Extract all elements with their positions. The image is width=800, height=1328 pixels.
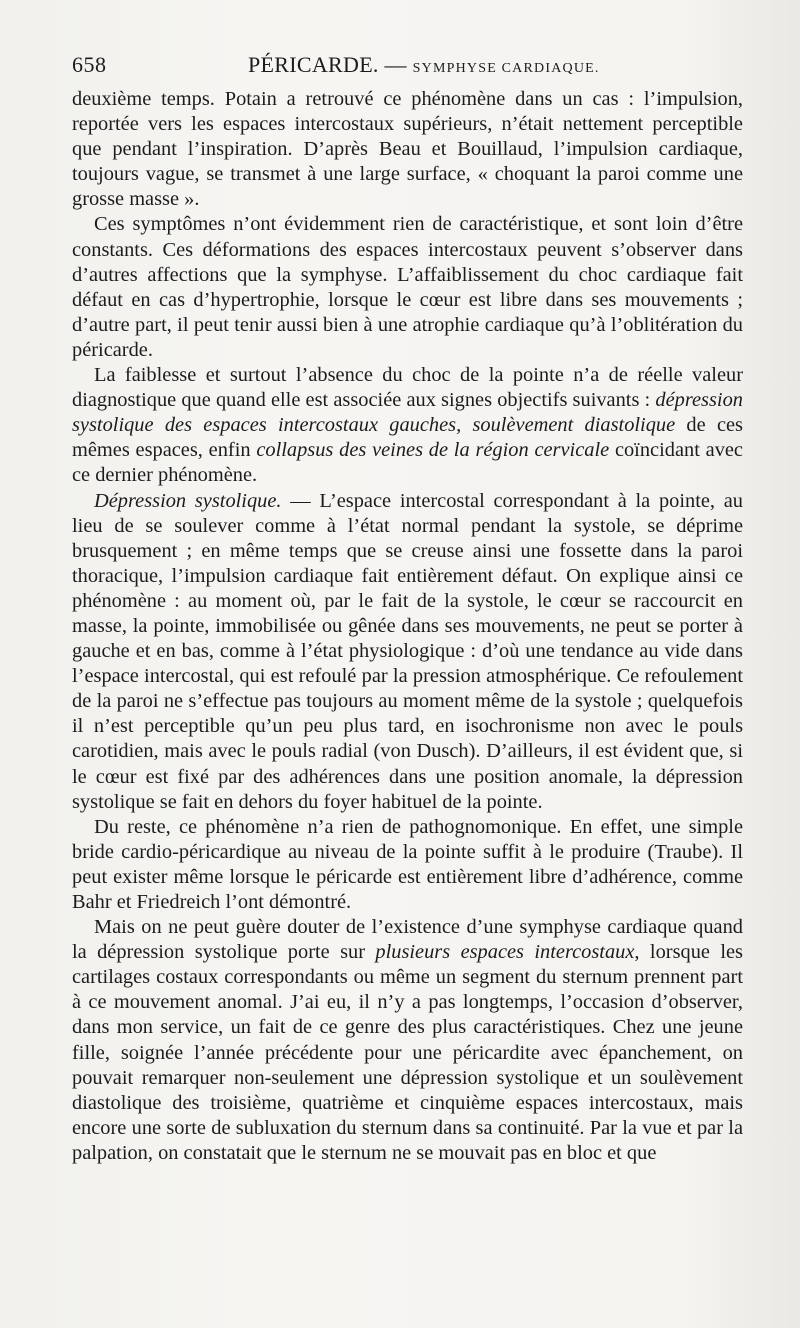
running-title-sub: SYMPHYSE CARDIAQUE. [412,61,600,76]
text-run: coïncidant avec ce dernier phénomène. [72,439,743,487]
paragraph [72,212,743,363]
paragraph [72,915,743,1166]
text-run: Du reste, ce phénomène n’a rien de pathognomonique. En effet, une simple bride cardio-péricardique au niveau de la pointe suffit à le produire (Traube). Il peut exister même lorsque le péricarde est entièrement libre d’adhérence, comme Bahr et Friedreich l’ont démontré. [72,815,743,913]
page-number: 658 [72,52,107,77]
text-run: Ces symptômes n’ont évidemment rien de caractéristique, et sont loin d’être constants. Ces déformations des espaces intercostaux peuvent s’observer dans d’autres affections que la symphyse. L’affaiblissement du choc cardiaque fait défaut en cas d’hypertrophie, lorsque le cœur est libre dans ses mouvements ; d’autre part, il peut tenir aussi bien à une atrophie cardiaque qu’à l’oblitération du péricarde. [72,213,743,361]
text-run: , lorsque les cartilages costaux correspondants ou même un segment du sternum prennent part à ce mouvement anomal. J’ai eu, il n’y a pas longtemps, l’occasion d’observer, dans mon service, un fait de ce genre des plus caractéristiques. Chez une jeune fille, soignée l’année précédente pour une péricardite avec épanchement, on pouvait remarquer non-seulement une dépression systolique et un soulèvement diastolique des troisième, quatrième et cinquième espaces intercostaux, mais encore une sorte de subluxation du sternum dans sa continuité. Par la vue et par la palpation, on constatait que le sternum ne se mouvait pas en bloc et que [72,941,743,1164]
italic-text: dépression systolique des espaces intercostaux gauches, soulèvement diastolique [72,389,743,437]
running-title-main: PÉRICARDE. — [248,52,407,77]
italic-text: Dépression systolique. [94,489,282,512]
paragraph [72,815,743,915]
italic-text: plusieurs espaces intercostaux [375,941,635,964]
text-run: — L’espace intercostal correspondant à la pointe, au lieu de se soulever comme à l’état normal pendant la systole, se déprime brusquement ; en même temps que se creuse ainsi une fossette dans la paroi thoracique, l’impulsion cardiaque fait entièrement défaut. On explique ainsi ce phénomène : au moment où, par le fait de la systole, le cœur se raccourcit en masse, la pointe, immobilisée ou gênée dans ses mouvements, ne peut se porter à gauche et en bas, comme à l’état physiologique : d’où une tendance au vide dans l’espace intercostal, qui est refoulé par la pression atmosphérique. Ce refoulement de la paroi ne s’effectue pas toujours au moment même de la systole ; quelquefois il n’est perceptible qu’un peu plus tard, en isochronisme non avec le pouls carotidien, mais avec le pouls radial (von Dusch). D’ailleurs, il est évident que, si le cœur est fixé par des adhérences dans une position anomale, la dépression systolique se fait en dehors du foyer habituel de la pointe. [72,489,743,813]
text-run: de ces mêmes espaces, enfin [72,414,743,462]
paragraph [72,363,743,488]
running-header [72,50,744,80]
text-run: deuxième temps. Potain a retrouvé ce phénomène dans un cas : l’impulsion, reportée vers les espaces intercostaux supérieurs, n’était nettement perceptible que pendant l’inspiration. D’après Beau et Bouillaud, l’impulsion cardiaque, toujours vague, se transmet à une large surface, « choquant la paroi comme une grosse masse ». [72,88,743,211]
italic-text: collapsus des veines de la région cervicale [256,439,610,462]
text-run: La faiblesse et surtout l’absence du choc de la pointe n’a de réelle valeur diagnostique que quand elle est associée aux signes objectifs suivants : [72,364,743,412]
body-text [72,87,743,1166]
paragraph [72,87,743,212]
text-run: Mais on ne peut guère douter de l’existence d’une symphyse cardiaque quand la dépression systolique porte sur [72,916,743,964]
paragraph [72,489,743,815]
running-title [248,52,600,78]
